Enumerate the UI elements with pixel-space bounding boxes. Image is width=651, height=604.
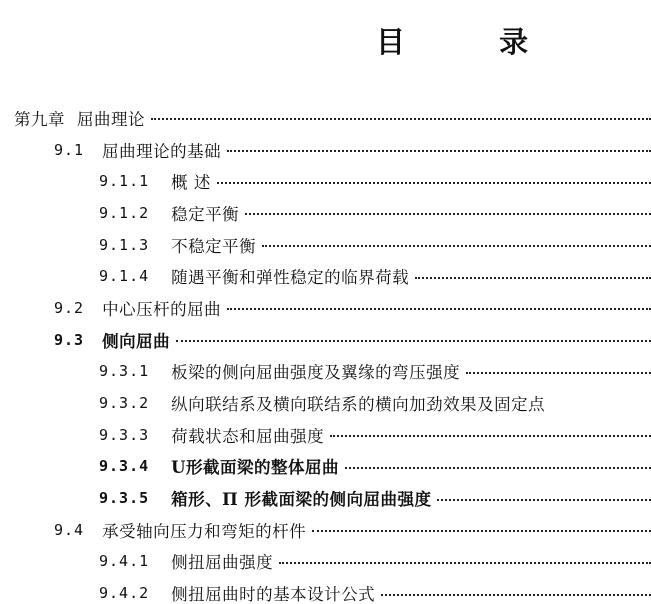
toc-subsection-9-3-4[interactable]: [0, 451, 651, 483]
dot-leader: [151, 117, 651, 120]
dot-leader: [279, 561, 651, 564]
toc-heading: 随遇平衡和弹性稳定的临界荷载: [171, 268, 410, 288]
toc-heading: 概 述: [171, 173, 211, 193]
toc-heading: 荷载状态和屈曲强度: [171, 426, 325, 446]
toc-subsection-9-1-3[interactable]: [0, 229, 651, 261]
dot-leader: [437, 498, 651, 501]
toc-heading: 箱形、Π 形截面梁的侧向屈曲强度: [171, 490, 432, 510]
toc-number: 9.4.2: [99, 584, 150, 603]
toc-number: 9.4.1: [99, 552, 150, 571]
dot-leader: [330, 434, 651, 437]
toc-subsection-9-3-2[interactable]: [0, 387, 651, 419]
toc-heading: 侧扭屈曲时的基本设计公式: [171, 585, 376, 604]
dot-leader: [245, 212, 651, 215]
dot-leader: [381, 593, 651, 596]
dot-leader: [227, 149, 651, 152]
dot-leader: [176, 339, 651, 342]
table-of-contents: [0, 102, 651, 604]
toc-number: 9.3.2: [99, 394, 150, 413]
toc-section-9-1[interactable]: [0, 134, 651, 166]
toc-number: 9.3: [54, 330, 85, 349]
dot-leader: [466, 371, 651, 374]
toc-subsection-9-1-4[interactable]: [0, 260, 651, 292]
toc-number: 9.3.4: [99, 457, 150, 476]
toc-subsection-9-4-2[interactable]: [0, 577, 651, 604]
toc-number: 第九章: [14, 109, 65, 129]
toc-section-9-3[interactable]: [0, 324, 651, 356]
toc-section-9-4[interactable]: [0, 514, 651, 546]
toc-number: 9.3.5: [99, 489, 150, 508]
toc-heading: U形截面梁的整体屈曲: [171, 458, 340, 478]
toc-heading: 侧扭屈曲强度: [171, 553, 274, 573]
toc-heading: 中心压杆的屈曲: [102, 299, 222, 319]
toc-heading: 屈曲理论的基础: [102, 141, 222, 161]
dot-leader: [262, 244, 651, 247]
toc-heading: 纵向联结系及横向联结系的横向加劲效果及固定点: [171, 395, 546, 415]
toc-number: 9.1: [54, 140, 85, 159]
toc-subsection-9-1-1[interactable]: [0, 165, 651, 197]
dot-leader: [415, 276, 651, 279]
dot-leader: [312, 529, 651, 532]
toc-heading: 侧向屈曲: [102, 331, 171, 351]
toc-number: 9.1.2: [99, 203, 150, 222]
toc-subsection-9-3-1[interactable]: [0, 356, 651, 388]
toc-heading: 稳定平衡: [171, 204, 240, 224]
toc-number: 9.3.1: [99, 362, 150, 381]
toc-number: 9.4: [54, 520, 85, 539]
toc-heading: 板梁的侧向屈曲强度及翼缘的弯压强度: [171, 363, 461, 383]
toc-number: 9.2: [54, 298, 85, 317]
toc-subsection-9-1-2[interactable]: [0, 197, 651, 229]
toc-subsection-9-3-3[interactable]: [0, 419, 651, 451]
toc-section-9-2[interactable]: [0, 292, 651, 324]
toc-number: 9.1.4: [99, 267, 150, 286]
dot-leader: [345, 466, 651, 469]
toc-number: 9.3.3: [99, 425, 150, 444]
page-title: 目 录: [376, 25, 571, 59]
toc-subsection-9-4-1[interactable]: [0, 546, 651, 578]
toc-number: 9.1.3: [99, 235, 150, 254]
dot-leader: [217, 181, 651, 184]
dot-leader: [227, 307, 651, 310]
toc-heading: 不稳定平衡: [171, 236, 257, 256]
toc-heading: 承受轴向压力和弯矩的杆件: [102, 521, 307, 541]
toc-subsection-9-3-5[interactable]: [0, 482, 651, 514]
toc-heading: 屈曲理论: [77, 109, 145, 129]
toc-chapter-9[interactable]: [0, 102, 651, 134]
toc-number: 9.1.1: [99, 172, 150, 191]
